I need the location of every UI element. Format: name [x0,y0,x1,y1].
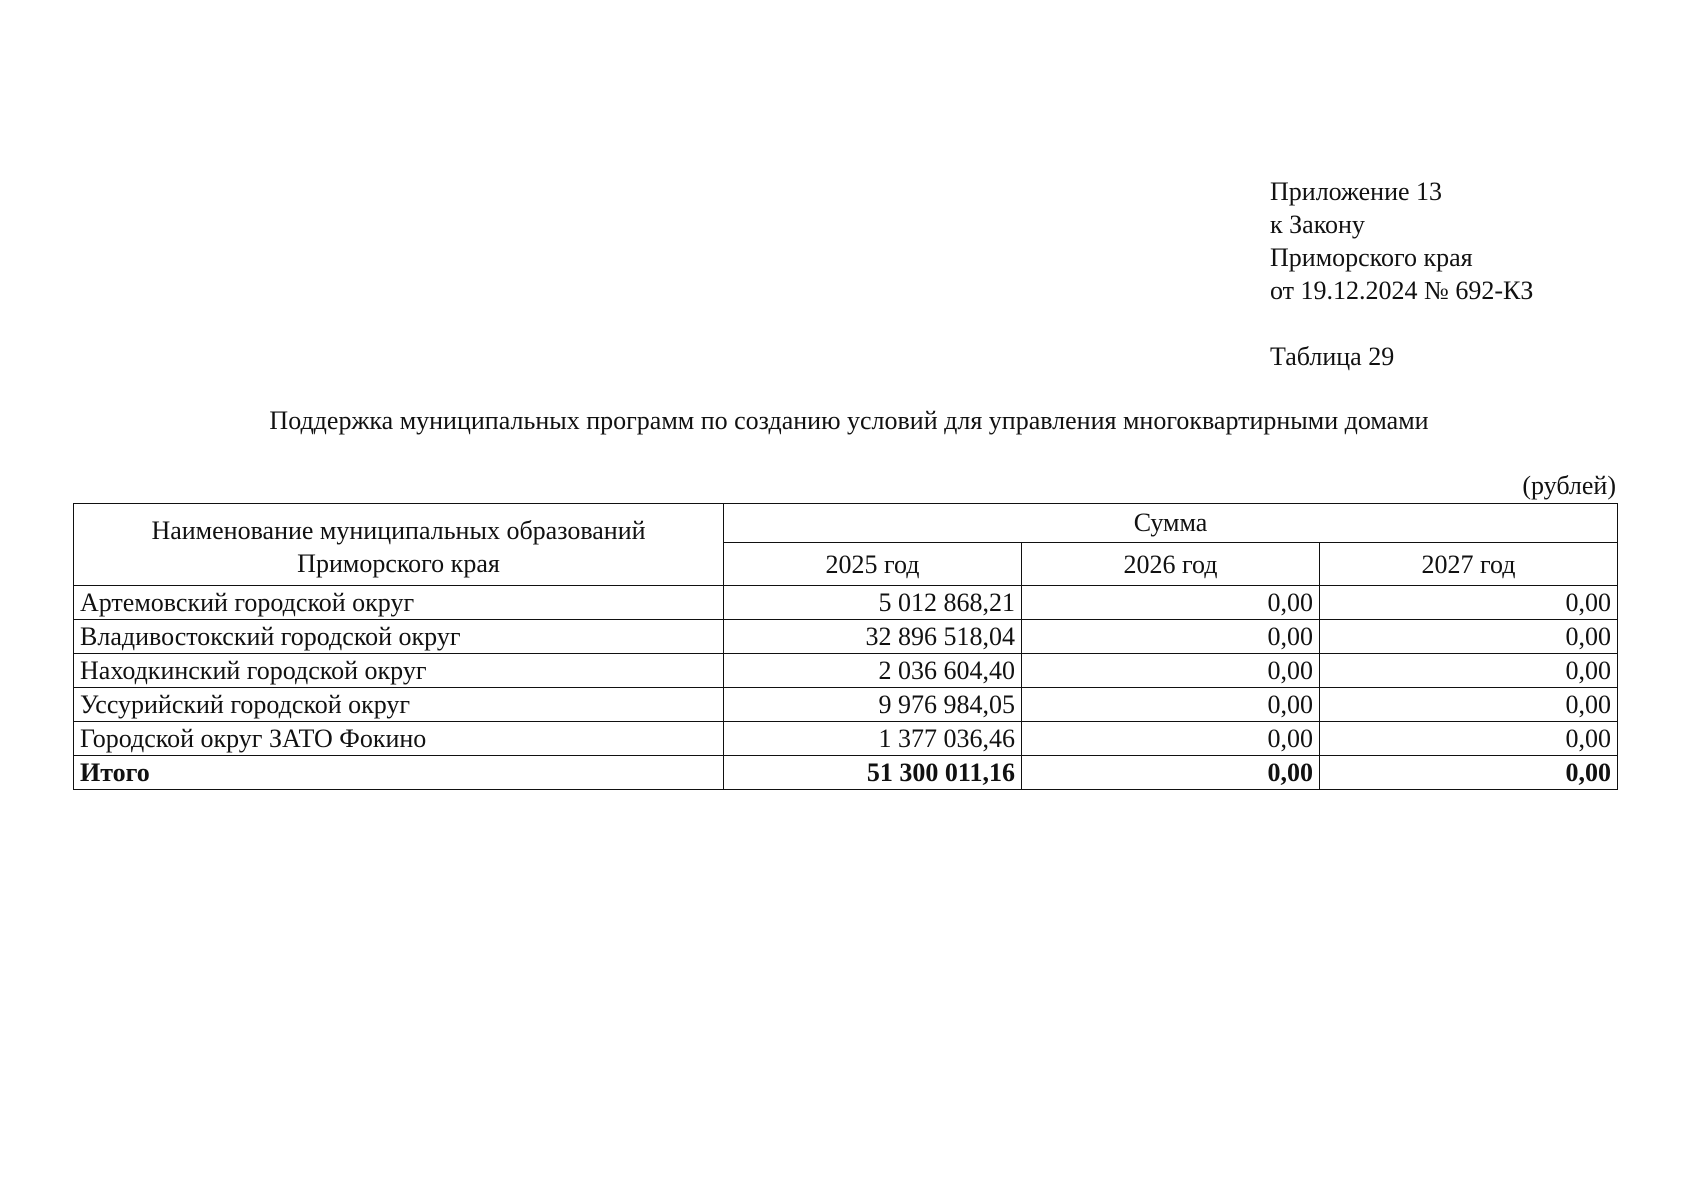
cell-amount: 0,00 [1022,654,1320,688]
cell-amount: 5 012 868,21 [724,586,1022,620]
table-row [74,586,1618,620]
header-year: 2026 год [1022,543,1320,586]
table-row [74,688,1618,722]
cell-amount: 9 976 984,05 [724,688,1022,722]
cell-amount: 0,00 [1022,586,1320,620]
table-header-row [74,504,1618,543]
cell-amount: 0,00 [1022,722,1320,756]
header-sum: Сумма [724,504,1618,543]
appendix-line: к Закону [1270,210,1365,239]
cell-total-amount: 0,00 [1320,756,1618,790]
cell-amount: 0,00 [1320,620,1618,654]
cell-amount: 2 036 604,40 [724,654,1022,688]
header-year: 2027 год [1320,543,1618,586]
budget-table [73,503,1618,790]
appendix-block [1270,175,1533,307]
table-number: Таблица 29 [1270,342,1395,371]
cell-municipality: Уссурийский городской округ [74,688,724,722]
cell-amount: 0,00 [1320,586,1618,620]
cell-amount: 0,00 [1320,654,1618,688]
cell-amount: 0,00 [1022,620,1320,654]
appendix-line: Приложение 13 [1270,177,1443,206]
cell-amount: 0,00 [1320,722,1618,756]
document-title: Поддержка муниципальных программ по созданию условий для управления многоквартирными домами [269,406,1429,435]
cell-amount: 0,00 [1022,688,1320,722]
cell-amount: 0,00 [1320,688,1618,722]
table-row [74,654,1618,688]
header-year: 2025 год [724,543,1022,586]
cell-total-amount: 0,00 [1022,756,1320,790]
cell-municipality: Владивостокский городской округ [74,620,724,654]
cell-total-amount: 51 300 011,16 [724,756,1022,790]
cell-total-label: Итого [74,756,724,790]
cell-amount: 32 896 518,04 [724,620,1022,654]
cell-amount: 1 377 036,46 [724,722,1022,756]
cell-municipality: Находкинский городской округ [74,654,724,688]
table-row [74,620,1618,654]
table-row [74,722,1618,756]
cell-municipality: Артемовский городской округ [74,586,724,620]
appendix-line: Приморского края [1270,243,1473,272]
appendix-line: от 19.12.2024 № 692-КЗ [1270,276,1534,305]
header-municipality: Наименование муниципальных образований Приморского края [74,504,724,586]
cell-municipality: Городской округ ЗАТО Фокино [74,722,724,756]
table-total-row [74,756,1618,790]
units-label: (рублей) [1522,471,1616,500]
